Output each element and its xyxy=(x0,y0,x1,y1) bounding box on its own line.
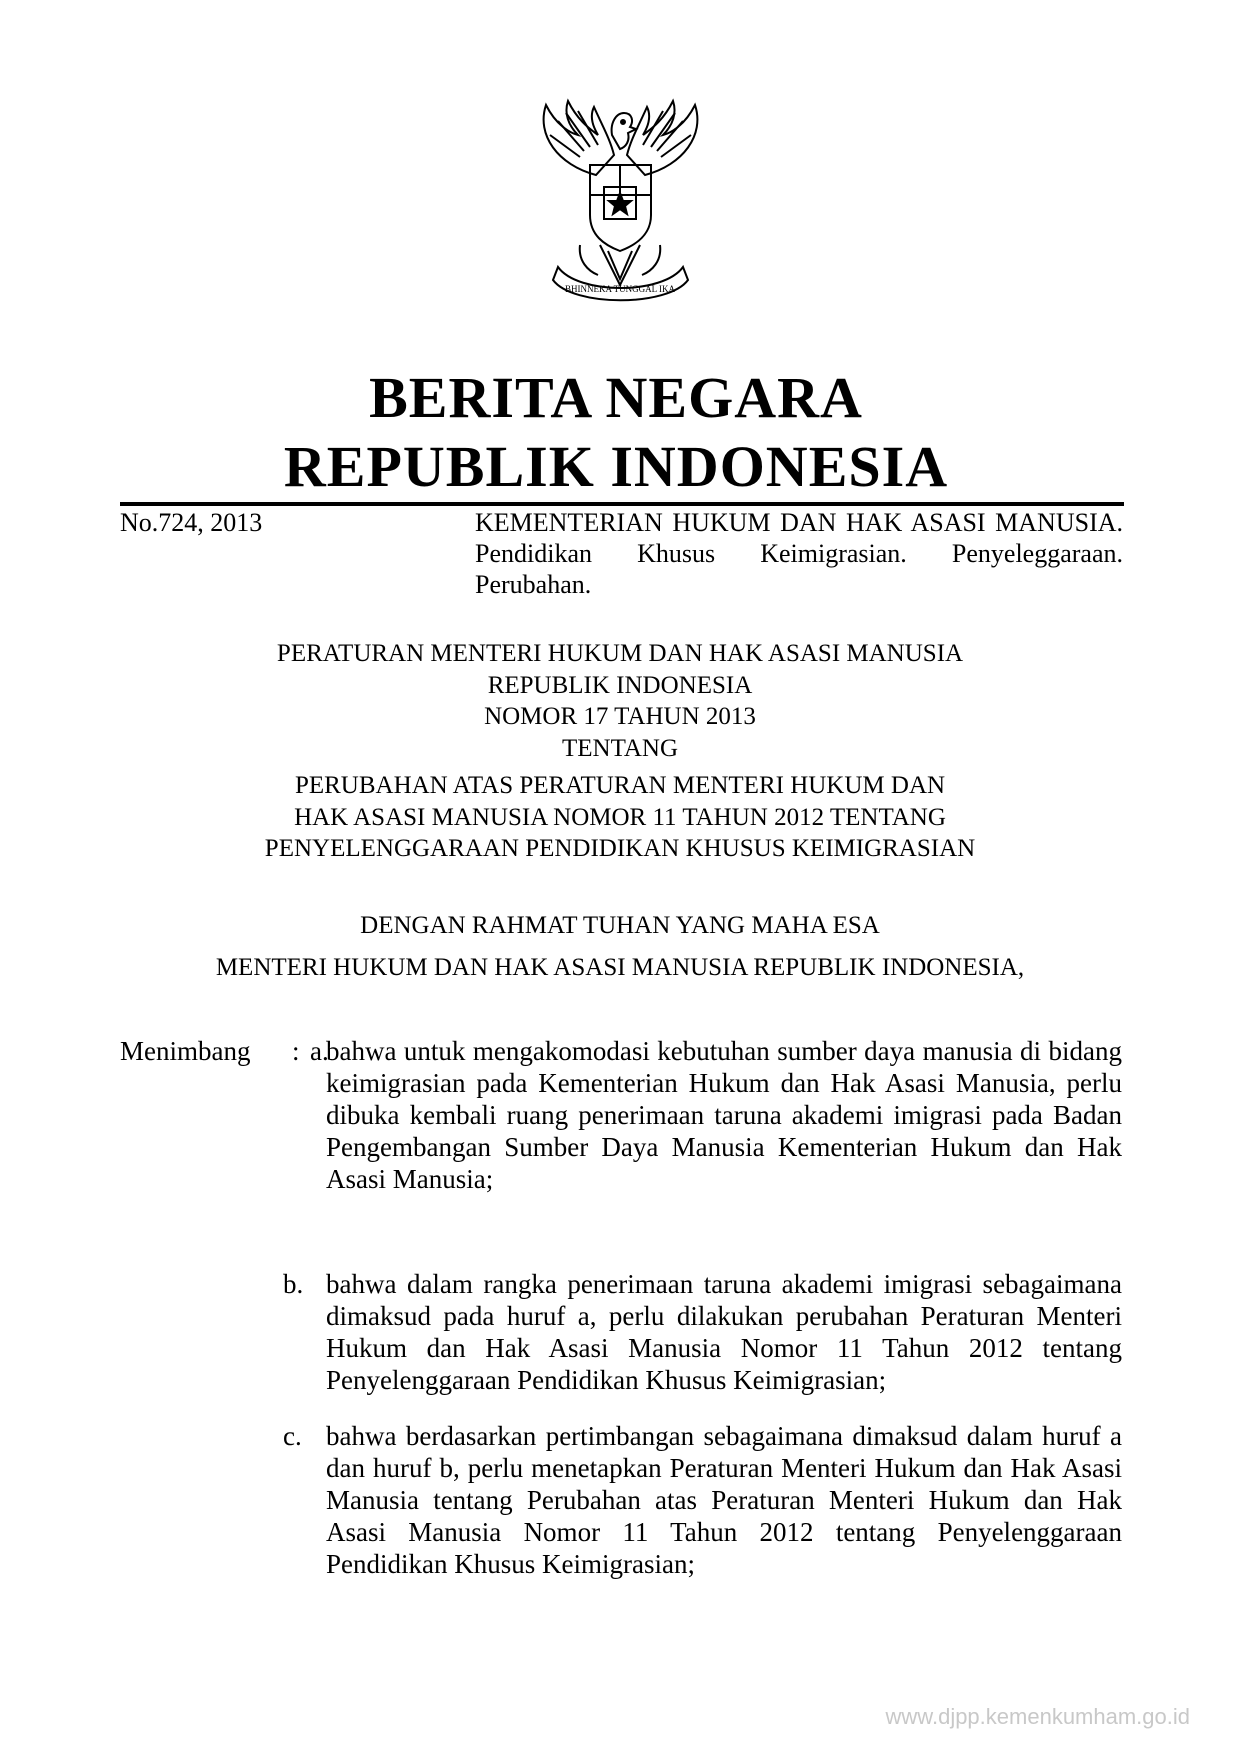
considering-item-letter: a. xyxy=(310,1036,329,1066)
regulation-line: HAK ASASI MANUSIA NOMOR 11 TAHUN 2012 TENTANG xyxy=(294,803,946,831)
gazette-summary: KEMENTERIAN HUKUM DAN HAK ASASI MANUSIA. Pendidikan Khusus Keimigrasian. Penyeleggaraan. Perubahan. xyxy=(475,508,1123,599)
considering-colon: : xyxy=(292,1036,300,1066)
invocation-line: DENGAN RAHMAT TUHAN YANG MAHA ESA xyxy=(360,912,880,939)
regulation-line: TENTANG xyxy=(561,734,679,762)
regulation-line: REPUBLIK INDONESIA xyxy=(487,671,753,699)
gazette-title-line2: REPUBLIK INDONESIA xyxy=(283,434,949,499)
considering-label: Menimbang xyxy=(120,1036,251,1066)
gazette-title-line1: BERITA NEGARA xyxy=(369,365,863,430)
regulation-line: PERATURAN MENTERI HUKUM DAN HAK ASASI MANUSIA xyxy=(276,640,964,667)
regulation-line: NOMOR 17 TAHUN 2013 xyxy=(484,703,756,730)
considering-item-text: bahwa berdasarkan pertimbangan sebagaimana dimaksud dalam huruf a dan huruf b, perlu menetapkan Peraturan Menteri Hukum dan Hak Asasi Manusia tentang Perubahan atas Peraturan Menteri Hukum dan Hak Asasi Manusia Nomor 11 Tahun 2012 tentang Penyelenggaraan Pendidikan Khusus Keimigrasian; xyxy=(326,1421,1122,1579)
considering-item-text: bahwa untuk mengakomodasi kebutuhan sumber daya manusia di bidang keimigrasian pada Kementerian Hukum dan Hak Asasi Manusia, perlu dibuka kembali ruang penerimaan taruna akademi imigrasi pada Badan Pengembangan Sumber Daya Manusia Kementerian Hukum dan Hak Asasi Manusia; xyxy=(326,1036,1122,1194)
regulation-heading xyxy=(0,638,1240,865)
gazette-number: No.724, 2013 xyxy=(120,508,263,537)
header-divider xyxy=(120,502,1124,506)
considering-item-letter: b. xyxy=(283,1269,304,1299)
regulation-line: PERUBAHAN ATAS PERATURAN MENTERI HUKUM DAN xyxy=(294,772,946,799)
considering-item-text: bahwa dalam rangka penerimaan taruna akademi imigrasi sebagaimana dimaksud pada huruf a, perlu dilakukan perubahan Peraturan Menteri Hukum dan Hak Asasi Manusia Nomor 11 Tahun 2012 tentang Penyelenggaraan Pendidikan Khusus Keimigrasian; xyxy=(326,1269,1122,1395)
source-watermark: www.djpp.kemenkumham.go.id xyxy=(885,1704,1190,1729)
considering-item-letter: c. xyxy=(283,1421,302,1451)
regulation-line: PENYELENGGARAAN PENDIDIKAN KHUSUS KEIMIGRASIAN xyxy=(264,835,976,862)
emblem-motto: BHINNEKA TUNGGAL IKA xyxy=(565,284,675,294)
garuda-pancasila-emblem-icon xyxy=(518,95,723,310)
minister-line: MENTERI HUKUM DAN HAK ASASI MANUSIA REPUBLIK INDONESIA, xyxy=(215,954,1025,981)
